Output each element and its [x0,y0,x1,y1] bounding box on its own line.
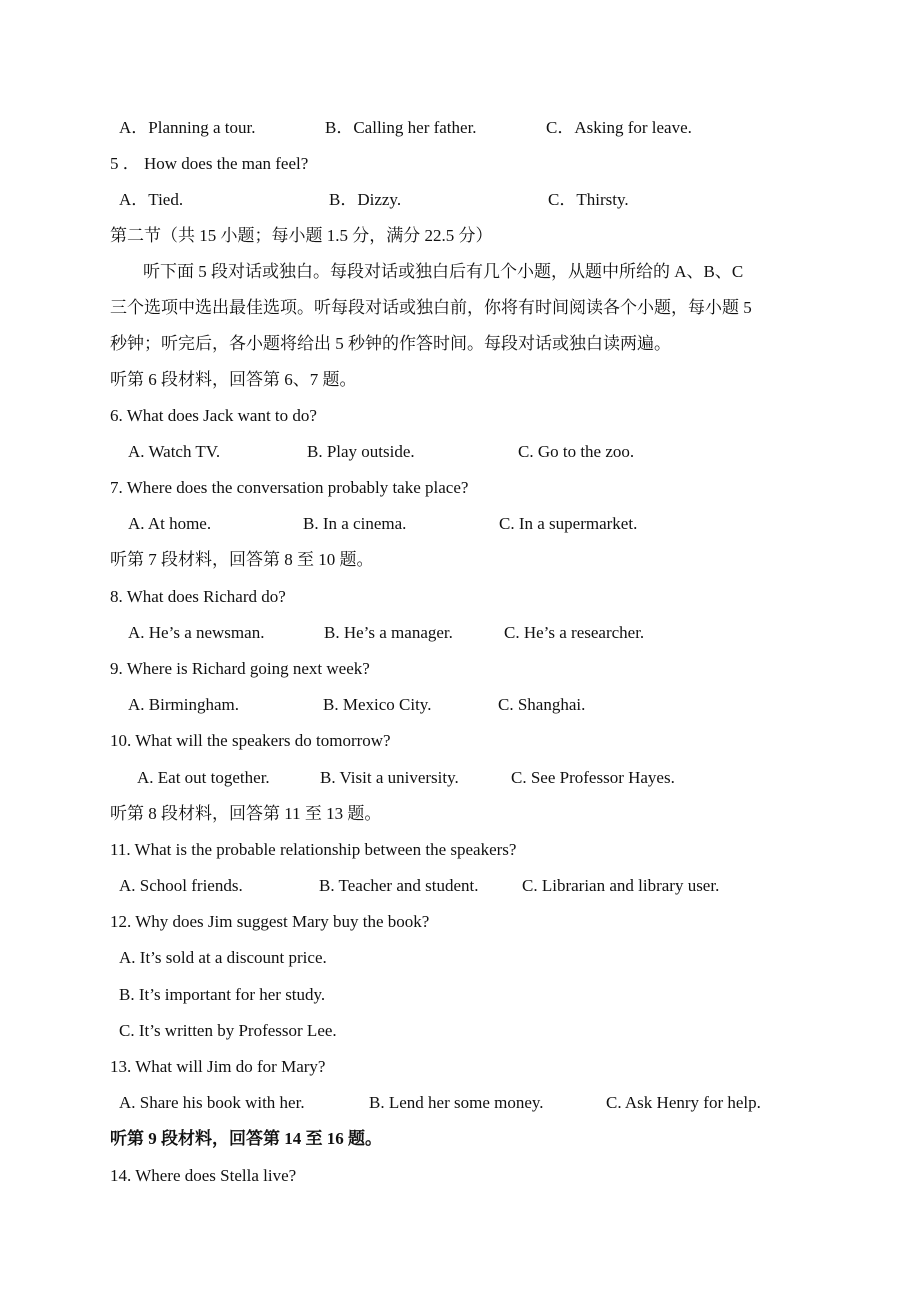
q13-question: 13. What will Jim do for Mary? [110,1057,326,1076]
section2-instructions-row-2 [0,290,920,326]
section2-instructions-2: 三个选项中选出最佳选项。听每段对话或独白前，你将有时间阅读各个小题，每小题 5 [110,298,752,317]
q9-option-c[interactable]: C. Shanghai. [498,695,586,714]
section2-instructions-row-1 [0,254,920,290]
q9-question-row [0,651,920,687]
q9-option-a[interactable]: A. Birmingham. [128,695,239,714]
q14-question-row [0,1158,920,1194]
q9-options-row [0,687,920,723]
material8-heading: 听第 8 段材料，回答第 11 至 13 题。 [110,804,382,823]
material9-heading: 听第 9 段材料，回答第 14 至 16 题。 [110,1129,382,1148]
q10-options-row [0,760,920,796]
q12-question: 12. Why does Jim suggest Mary buy the book? [110,912,430,931]
q12-option-a[interactable]: A. It’s sold at a discount price. [119,948,327,967]
material9-heading-row [0,1121,920,1157]
q4-option-c[interactable]: C．Asking for leave. [546,118,692,137]
q8-question-row [0,579,920,615]
section2-heading: 第二节（共 15 小题；每小题 1.5 分，满分 22.5 分） [110,226,493,245]
q6-question: 6. What does Jack want to do? [110,406,317,425]
q12-question-row [0,904,920,940]
q6-option-b[interactable]: B. Play outside. [307,442,415,461]
q8-option-a[interactable]: A. He’s a newsman. [128,623,265,642]
q8-question: 8. What does Richard do? [110,587,286,606]
q11-option-a[interactable]: A. School friends. [119,876,243,895]
q13-option-c[interactable]: C. Ask Henry for help. [606,1093,761,1112]
q4-option-b[interactable]: B．Calling her father. [325,118,477,137]
q8-option-c[interactable]: C. He’s a researcher. [504,623,645,642]
q4-option-a[interactable]: A．Planning a tour. [119,118,256,137]
q11-question: 11. What is the probable relationship between the speakers? [110,840,517,859]
q5-option-c[interactable]: C．Thirsty. [548,190,629,209]
q11-option-b[interactable]: B. Teacher and student. [319,876,479,895]
material6-heading: 听第 6 段材料，回答第 6、7 题。 [110,370,357,389]
q4-options-row [0,110,920,146]
q12-option-b-row [0,977,920,1013]
q9-option-b[interactable]: B. Mexico City. [323,695,432,714]
q7-question: 7. Where does the conversation probably take place? [110,478,469,497]
q13-question-row [0,1049,920,1085]
q5-option-b[interactable]: B．Dizzy. [329,190,402,209]
section2-heading-row [0,218,920,254]
q12-option-c-row [0,1013,920,1049]
q5-question-row [0,146,920,182]
q5-question: 5 ． How does the man feel? [110,154,309,173]
section2-instructions-3: 秒钟；听完后，各小题将给出 5 秒钟的作答时间。每段对话或独白读两遍。 [110,334,671,353]
q10-option-a[interactable]: A. Eat out together. [137,768,270,787]
q10-question: 10. What will the speakers do tomorrow? [110,731,391,750]
q6-question-row [0,398,920,434]
q10-option-b[interactable]: B. Visit a university. [320,768,459,787]
q12-option-c[interactable]: C. It’s written by Professor Lee. [119,1021,337,1040]
q11-options-row [0,868,920,904]
q5-option-a[interactable]: A．Tied. [119,190,184,209]
q12-option-a-row [0,940,920,976]
material7-heading: 听第 7 段材料，回答第 8 至 10 题。 [110,550,374,569]
material6-heading-row [0,362,920,398]
q7-option-b[interactable]: B. In a cinema. [303,514,407,533]
q10-question-row [0,723,920,759]
q9-question: 9. Where is Richard going next week? [110,659,370,678]
section2-instructions-row-3 [0,326,920,362]
material8-heading-row [0,796,920,832]
q8-option-b[interactable]: B. He’s a manager. [324,623,453,642]
material7-heading-row [0,542,920,578]
q10-option-c[interactable]: C. See Professor Hayes. [511,768,675,787]
q13-option-b[interactable]: B. Lend her some money. [369,1093,544,1112]
q7-option-c[interactable]: C. In a supermarket. [499,514,638,533]
q14-question: 14. Where does Stella live? [110,1166,297,1185]
q13-options-row [0,1085,920,1121]
q7-question-row [0,470,920,506]
q7-options-row [0,506,920,542]
q6-option-c[interactable]: C. Go to the zoo. [518,442,635,461]
q8-options-row [0,615,920,651]
q11-option-c[interactable]: C. Librarian and library user. [522,876,720,895]
q13-option-a[interactable]: A. Share his book with her. [119,1093,305,1112]
q5-options-row [0,182,920,218]
q7-option-a[interactable]: A. At home. [128,514,212,533]
q12-option-b[interactable]: B. It’s important for her study. [119,985,326,1004]
section2-instructions-1: 听下面 5 段对话或独白。每段对话或独白后有几个小题，从题中所给的 A、B、C [143,262,744,281]
q6-option-a[interactable]: A. Watch TV. [128,442,221,461]
q6-options-row [0,434,920,470]
q11-question-row [0,832,920,868]
